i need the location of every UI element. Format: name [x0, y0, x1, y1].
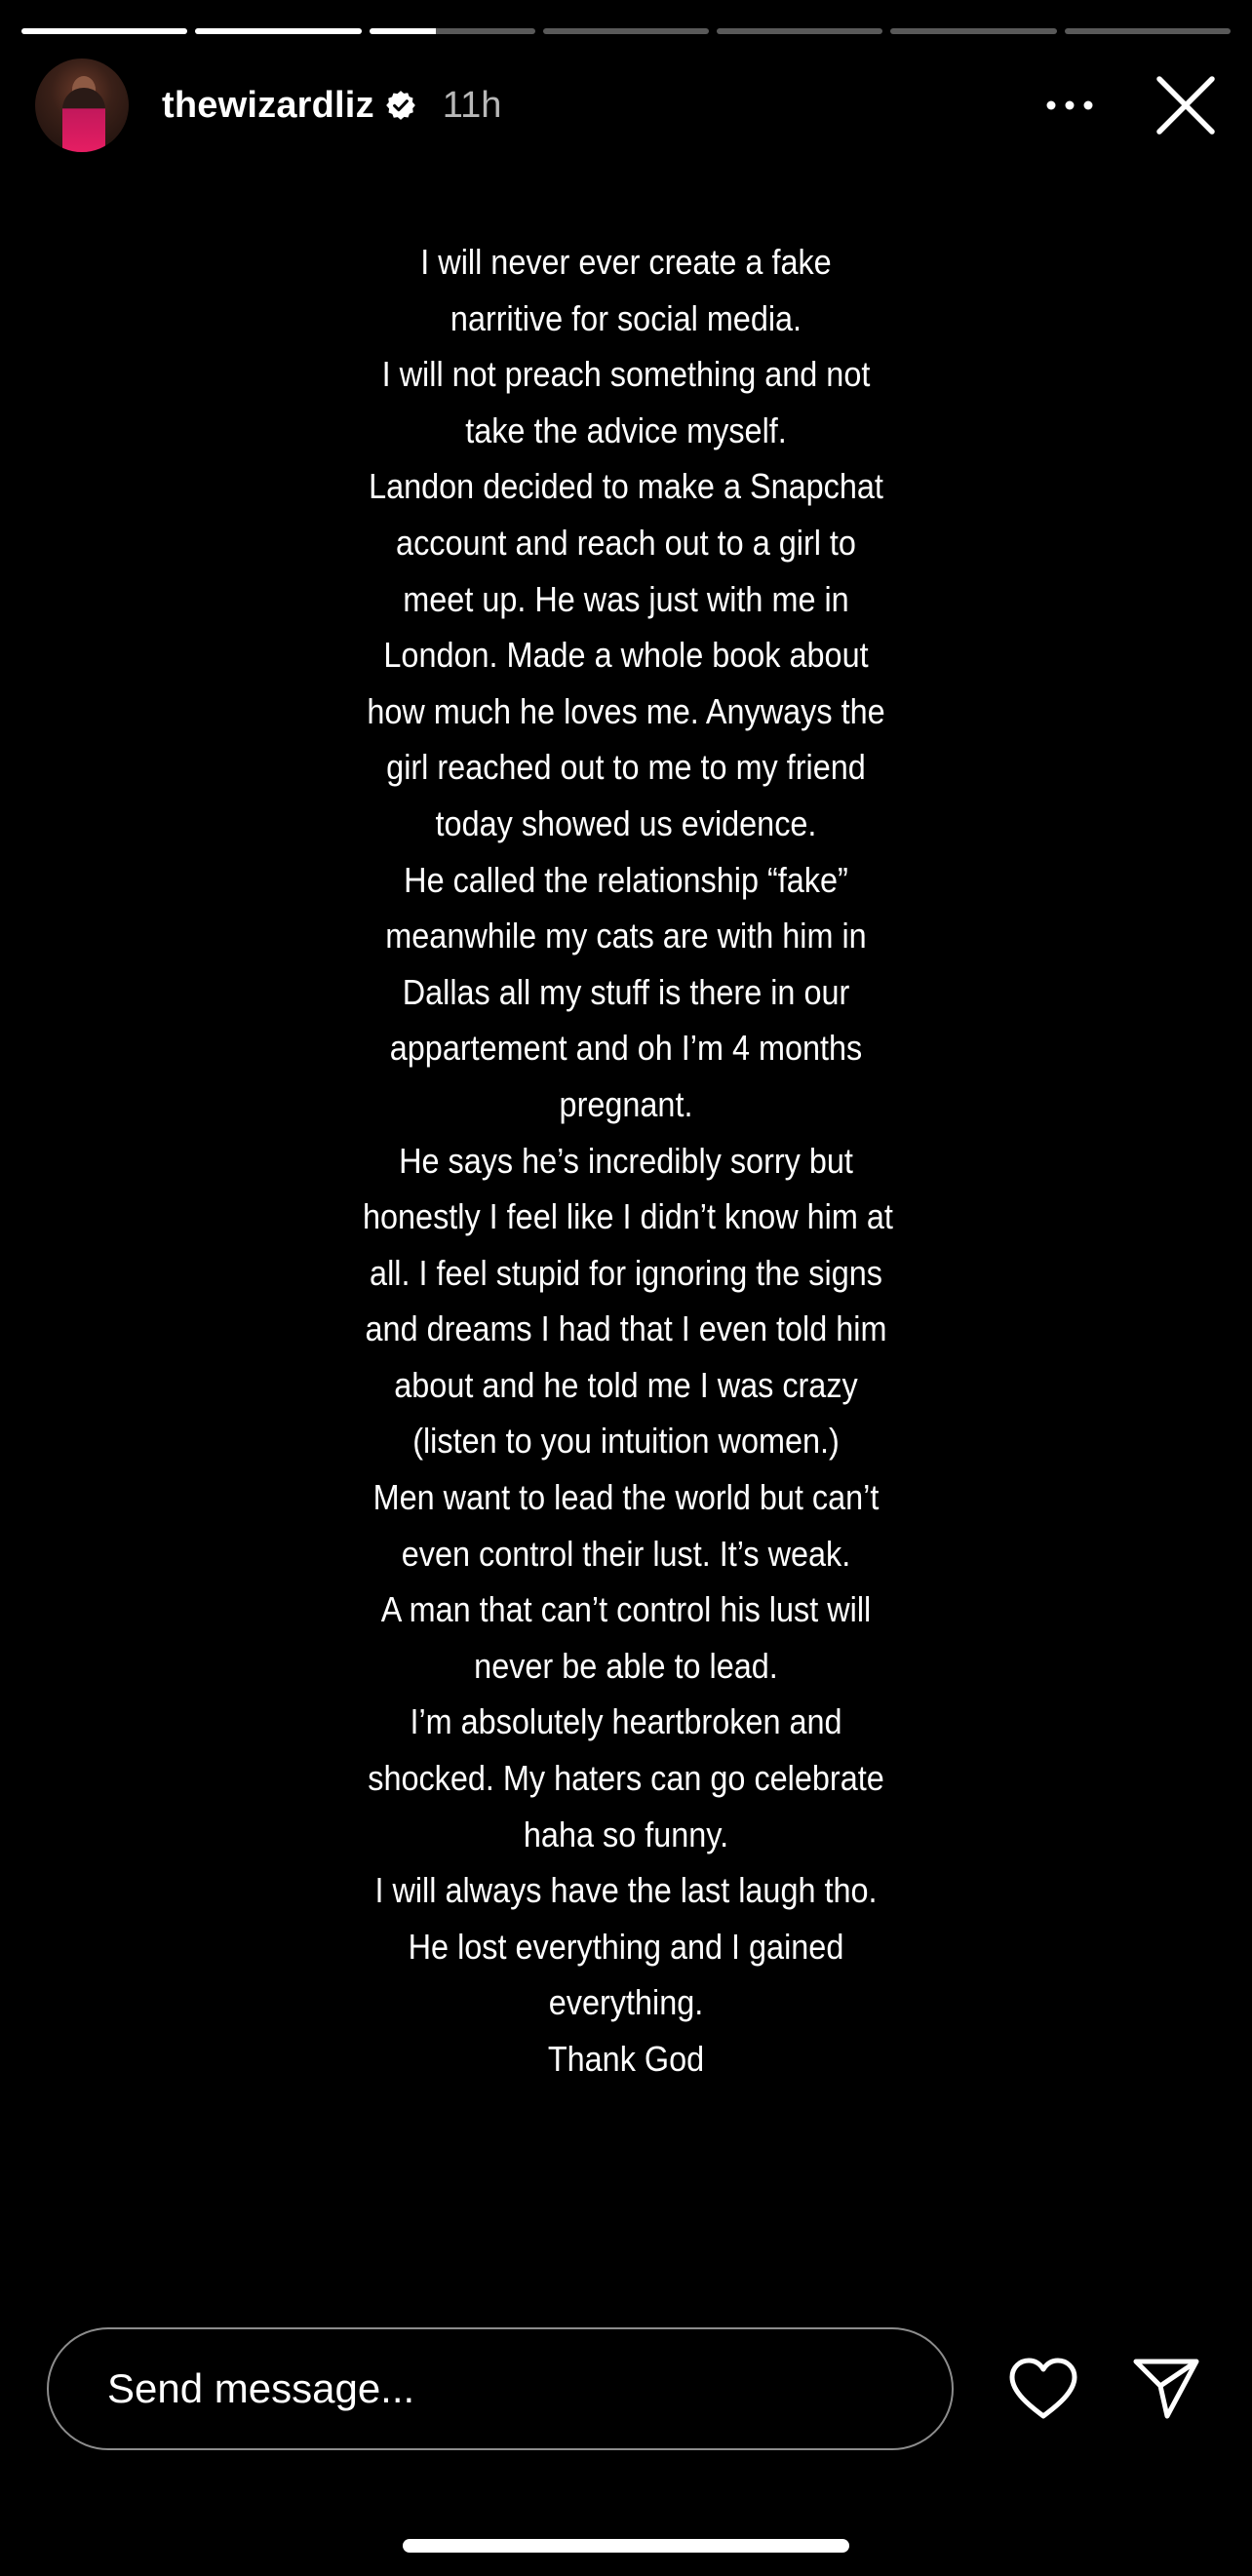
- like-button[interactable]: [1004, 2350, 1082, 2428]
- story-text-line: today showed us evidence.: [435, 802, 817, 843]
- more-icon: [1045, 99, 1094, 111]
- progress-segment-fill: [370, 28, 436, 34]
- story-text-line: even control their lust. It’s weak.: [401, 1533, 851, 1574]
- more-options-button[interactable]: [1036, 71, 1104, 139]
- story-text-line: everything.: [548, 1982, 704, 2023]
- story-text-line: He called the relationship “fake”: [404, 859, 848, 900]
- avatar-figure: [62, 88, 105, 152]
- progress-segment-fill: [21, 28, 187, 34]
- story-text-line: Men want to lead the world but can’t: [372, 1477, 880, 1518]
- story-text-line: Thank God: [547, 2039, 705, 2079]
- home-indicator[interactable]: [403, 2539, 849, 2553]
- progress-segment: [717, 28, 882, 34]
- story-text-line: narritive for social media.: [450, 297, 802, 338]
- story-text-line: never be able to lead.: [474, 1645, 778, 1686]
- story-text-line: A man that can’t control his lust will: [380, 1589, 872, 1630]
- story-text-line: I will always have the last laugh tho.: [374, 1870, 878, 1911]
- story-text-line: how much he loves me. Anyways the: [367, 690, 885, 731]
- story-text-line: I will never ever create a fake: [420, 242, 832, 282]
- story-text-line: meet up. He was just with me in: [403, 578, 849, 619]
- story-footer: [47, 2325, 1205, 2452]
- story-text-line: Landon decided to make a Snapchat: [369, 466, 883, 507]
- progress-segment: [21, 28, 187, 34]
- progress-segment-fill: [195, 28, 361, 34]
- send-icon: [1132, 2356, 1200, 2422]
- story-text-line: girl reached out to me to my friend: [386, 747, 866, 788]
- close-icon: [1155, 75, 1216, 136]
- story-text-line: account and reach out to a girl to: [396, 522, 856, 563]
- progress-segment: [370, 28, 535, 34]
- avatar[interactable]: [35, 59, 129, 152]
- heart-icon: [1008, 2358, 1078, 2420]
- progress-segment: [890, 28, 1056, 34]
- story-text-line: take the advice myself.: [465, 410, 787, 450]
- story-text-line: about and he told me I was crazy: [394, 1364, 858, 1405]
- post-time: 11h: [442, 84, 502, 126]
- story-progress-bar: [21, 28, 1231, 34]
- story-text: [363, 234, 893, 2088]
- story-text-line: (listen to you intuition women.): [412, 1421, 840, 1462]
- progress-segment: [195, 28, 361, 34]
- story-text-line: He lost everything and I gained: [408, 1926, 844, 1967]
- story-text-line: all. I feel stupid for ignoring the signs: [370, 1252, 882, 1293]
- story-text-line: London. Made a whole book about: [383, 635, 869, 676]
- story-text-line: appartement and oh I’m 4 months: [389, 1028, 863, 1069]
- story-text-line: shocked. My haters can go celebrate: [368, 1758, 884, 1799]
- story-header: [35, 57, 1225, 154]
- verified-badge-icon: [384, 89, 417, 122]
- story-text-line: He says he’s incredibly sorry but: [399, 1140, 853, 1181]
- close-button[interactable]: [1147, 66, 1225, 144]
- story-text-line: Dallas all my stuff is there in our: [402, 971, 850, 1012]
- story-text-line: I’m absolutely heartbroken and: [410, 1701, 842, 1742]
- story-text-line: pregnant.: [559, 1083, 693, 1124]
- story-text-line: honestly I feel like I didn’t know him at: [363, 1196, 893, 1237]
- story-text-line: and dreams I had that I even told him: [365, 1308, 887, 1349]
- story-text-line: meanwhile my cats are with him in: [385, 916, 867, 956]
- progress-segment: [543, 28, 709, 34]
- progress-segment: [1065, 28, 1231, 34]
- story-text-line: I will not preach something and not: [381, 354, 871, 395]
- send-message-input[interactable]: [47, 2327, 954, 2450]
- send-button[interactable]: [1127, 2350, 1205, 2428]
- username[interactable]: thewizardliz: [162, 84, 374, 126]
- story-text-line: haha so funny.: [523, 1814, 729, 1854]
